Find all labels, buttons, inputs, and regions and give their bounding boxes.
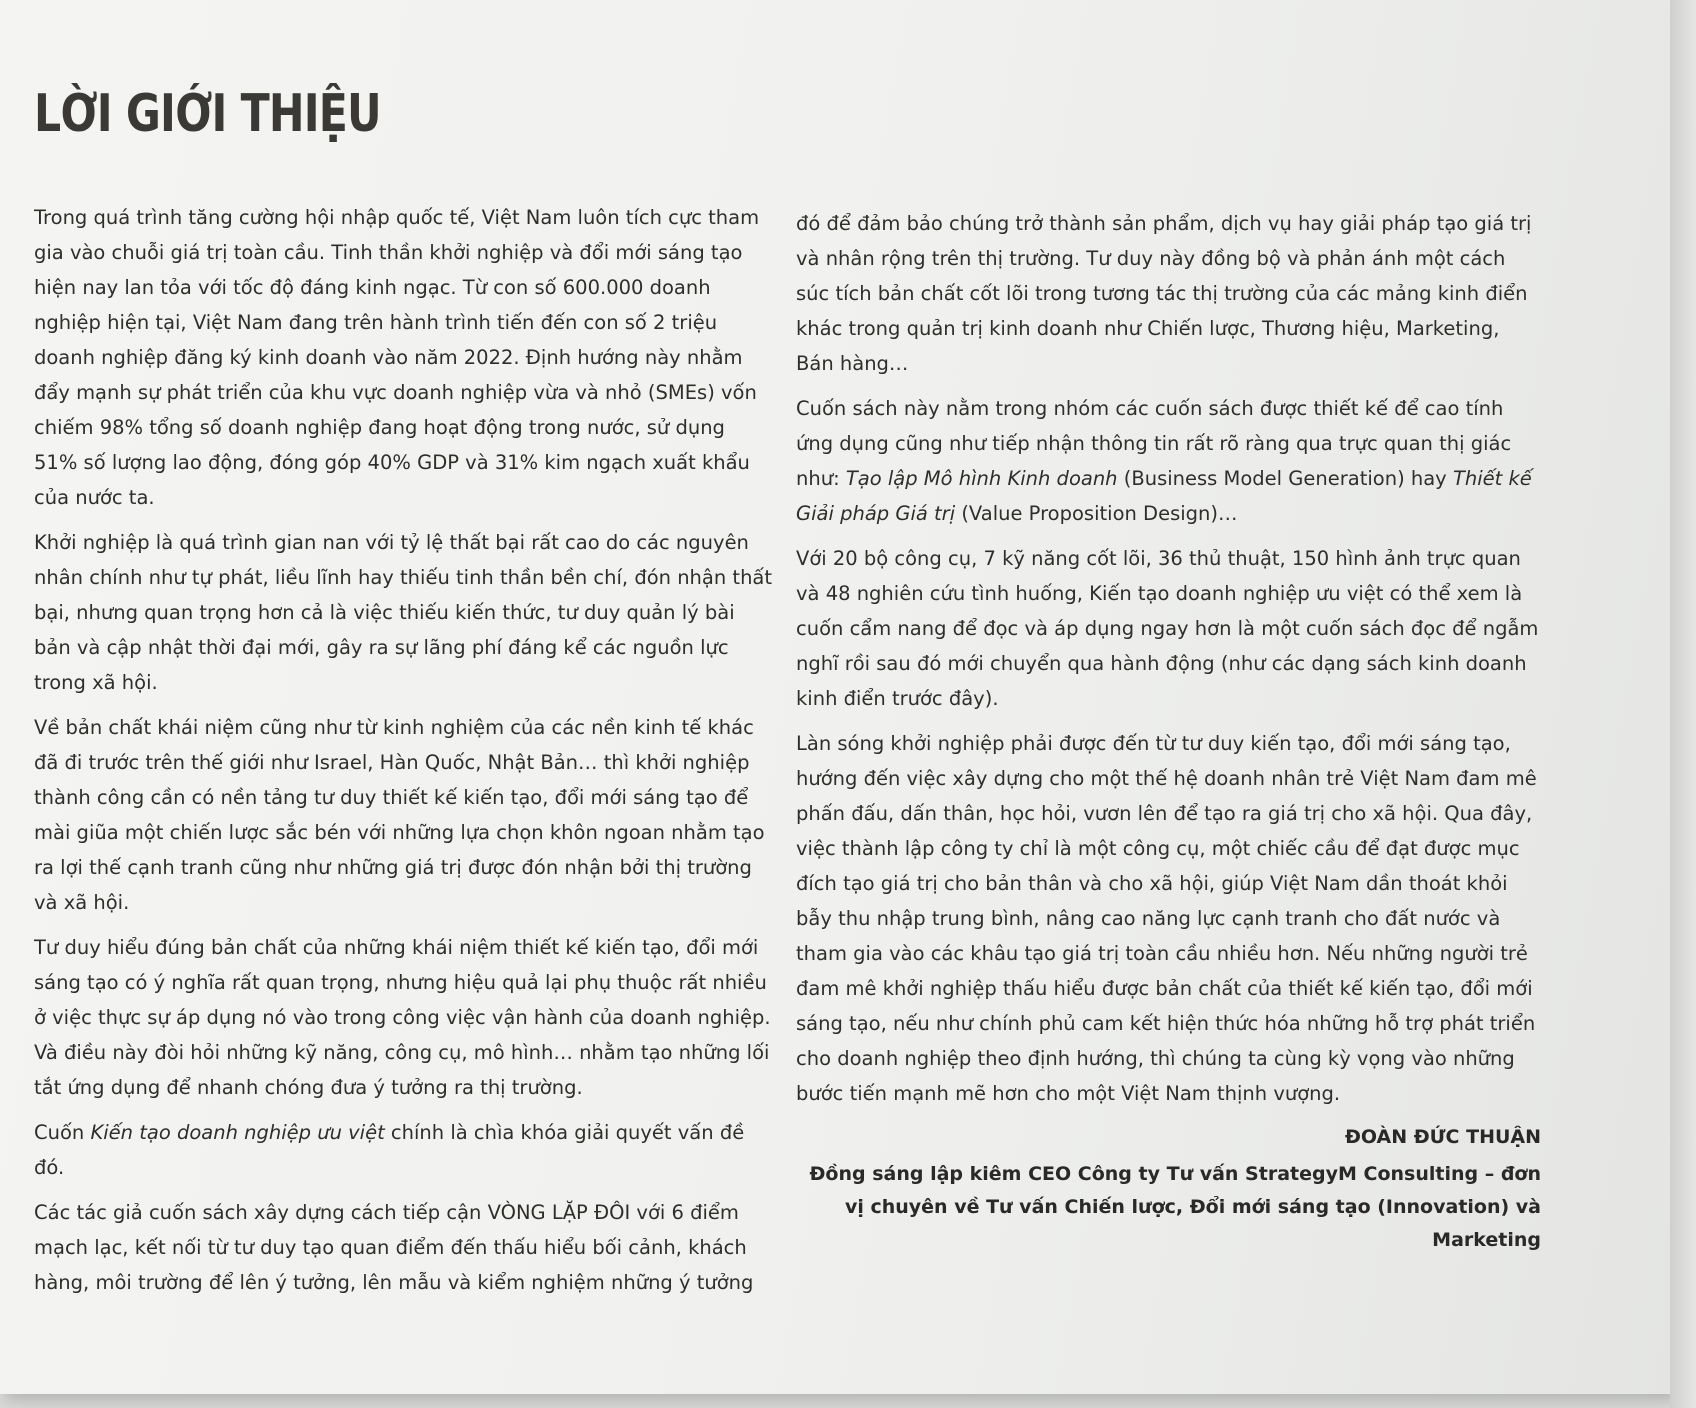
paragraph: Về bản chất khái niệm cũng như từ kinh nghiệm của các nền kinh tế khác đã đi trước trên thế giới như Israel, Hàn Quốc, Nhật Bản… thì khởi nghiệp thành công cần có nền tảng tư duy thiết kế kiến tạo, đổi mới sáng tạo để mài giũa một chiến lược sắc bén với những lựa chọn khôn ngoan nhằm tạo ra lợi thế cạnh tranh cũng như những giá trị được đón nhận bởi thị trường và xã hội.: [34, 716, 765, 914]
text-span: chính là chìa khóa giải quyết vấn đề đó.: [34, 1121, 745, 1179]
author-name: ĐOÀN ĐỨC THUẬN: [1344, 1126, 1541, 1148]
book-title-italic: Tạo lập Mô hình Kinh doanh: [845, 467, 1118, 490]
paragraph: Với 20 bộ công cụ, 7 kỹ năng cốt lõi, 36 thủ thuật, 150 hình ảnh trực quan và 48 nghiên cứu tình huống, Kiến tạo doanh nghiệp ưu việt có thể xem là cuốn cẩm nang để đọc và áp dụng ngay hơn là một cuốn sách đọc để ngẫm nghĩ rồi sau đó mới chuyển qua hành động (như các dạng sách kinh doanh kinh điển trước đây).: [796, 547, 1539, 710]
paragraph: [34, 1115, 774, 1185]
signature-block: [796, 1121, 1541, 1257]
paragraph: Trong quá trình tăng cường hội nhập quốc tế, Việt Nam luôn tích cực tham gia vào chuỗi giá trị toàn cầu. Tinh thần khởi nghiệp và đổi mới sáng tạo hiện nay lan tỏa với tốc độ đáng kinh ngạc. Từ con số 600.000 doanh nghiệp hiện tại, Việt Nam đang trên hành trình tiến đến con số 2 triệu doanh nghiệp đăng ký kinh doanh vào năm 2022. Định hướng này nhằm đẩy mạnh sự phát triển của khu vực doanh nghiệp vừa và nhỏ (SMEs) vốn chiếm 98% tổng số doanh nghiệp đang hoạt động trong nước, sử dụng 51% số lượng lao động, đóng góp 40% GDP và 31% kim ngạch xuất khẩu của nước ta.: [34, 206, 760, 509]
text-span: Cuốn: [34, 1121, 91, 1144]
text-span: Cuốn sách này nằm trong nhóm các cuốn sách được thiết kế để cao tính ứng dụng cũng như tiếp nhận thông tin rất rõ ràng qua trực quan thị giác như:: [796, 397, 1512, 490]
paragraph: Làn sóng khởi nghiệp phải được đến từ tư duy kiến tạo, đổi mới sáng tạo, hướng đến việc xây dựng cho một thế hệ doanh nhân trẻ Việt Nam đam mê phấn đấu, dấn thân, học hỏi, vươn lên để tạo ra giá trị cho xã hội. Qua đây, việc thành lập công ty chỉ là một công cụ, một chiếc cầu để đạt được mục đích tạo giá trị cho bản thân và cho xã hội, giúp Việt Nam dần thoát khỏi bẫy thu nhập trung bình, nâng cao năng lực cạnh tranh cho đất nước và tham gia vào các khâu tạo giá trị toàn cầu nhiều hơn. Nếu những người trẻ đam mê khởi nghiệp thấu hiểu được bản chất của thiết kế kiến tạo, đổi mới sáng tạo, nếu như chính phủ cam kết hiện thức hóa những hỗ trợ phát triển cho doanh nghiệp theo định hướng, thì chúng ta cùng kỳ vọng vào những bước tiến mạnh mẽ hơn cho một Việt Nam thịnh vượng.: [796, 732, 1537, 1105]
paragraph: đó để đảm bảo chúng trở thành sản phẩm, dịch vụ hay giải pháp tạo giá trị và nhân rộng trên thị trường. Tư duy này đồng bộ và phản ánh một cách súc tích bản chất cốt lõi trong tương tác thị trường của các mảng kinh điển khác trong quản trị kinh doanh như Chiến lược, Thương hiệu, Marketing, Bán hàng…: [796, 212, 1532, 375]
paragraph: Tư duy hiểu đúng bản chất của những khái niệm thiết kế kiến tạo, đổi mới sáng tạo có ý nghĩa rất quan trọng, nhưng hiệu quả lại phụ thuộc rất nhiều ở việc thực sự áp dụng nó vào trong công việc vận hành của doanh nghiệp. Và điều này đòi hỏi những kỹ năng, công cụ, mô hình… nhằm tạo những lối tắt ứng dụng để nhanh chóng đưa ý tưởng ra thị trường.: [34, 936, 771, 1099]
left-column: [34, 200, 774, 1310]
right-column: [796, 206, 1541, 1257]
paragraph: Các tác giả cuốn sách xây dựng cách tiếp cận VÒNG LẶP ĐÔI với 6 điểm mạch lạc, kết nối từ tư duy tạo quan điểm đến thấu hiểu bối cảnh, khách hàng, môi trường để lên ý tưởng, lên mẫu và kiểm nghiệm những ý tưởng: [34, 1201, 754, 1294]
author-role: Đồng sáng lập kiêm CEO Công ty Tư vấn StrategyM Consulting – đơn vị chuyên về Tư vấn Chiến lược, Đổi mới sáng tạo (Innovation) và Marketing: [809, 1163, 1541, 1251]
paragraph: Khởi nghiệp là quá trình gian nan với tỷ lệ thất bại rất cao do các nguyên nhân chính như tự phát, liều lĩnh hay thiếu tinh thần bền chí, đón nhận thất bại, nhưng quan trọng hơn cả là việc thiếu kiến thức, tư duy quản lý bài bản và cập nhật thời đại mới, gây ra sự lãng phí đáng kể các nguồn lực trong xã hội.: [34, 531, 773, 694]
book-title-italic: Kiến tạo doanh nghiệp ưu việt: [90, 1121, 385, 1144]
page-title: LỜI GIỚI THIỆU: [34, 84, 381, 144]
paragraph: [796, 391, 1541, 531]
page-edge: [1670, 0, 1696, 1408]
book-title-italic: Thiết kế Giải pháp Giá trị: [796, 467, 1532, 525]
text-span: (Value Proposition Design)…: [955, 502, 1238, 525]
text-span: (Business Model Generation) hay: [1117, 467, 1453, 490]
